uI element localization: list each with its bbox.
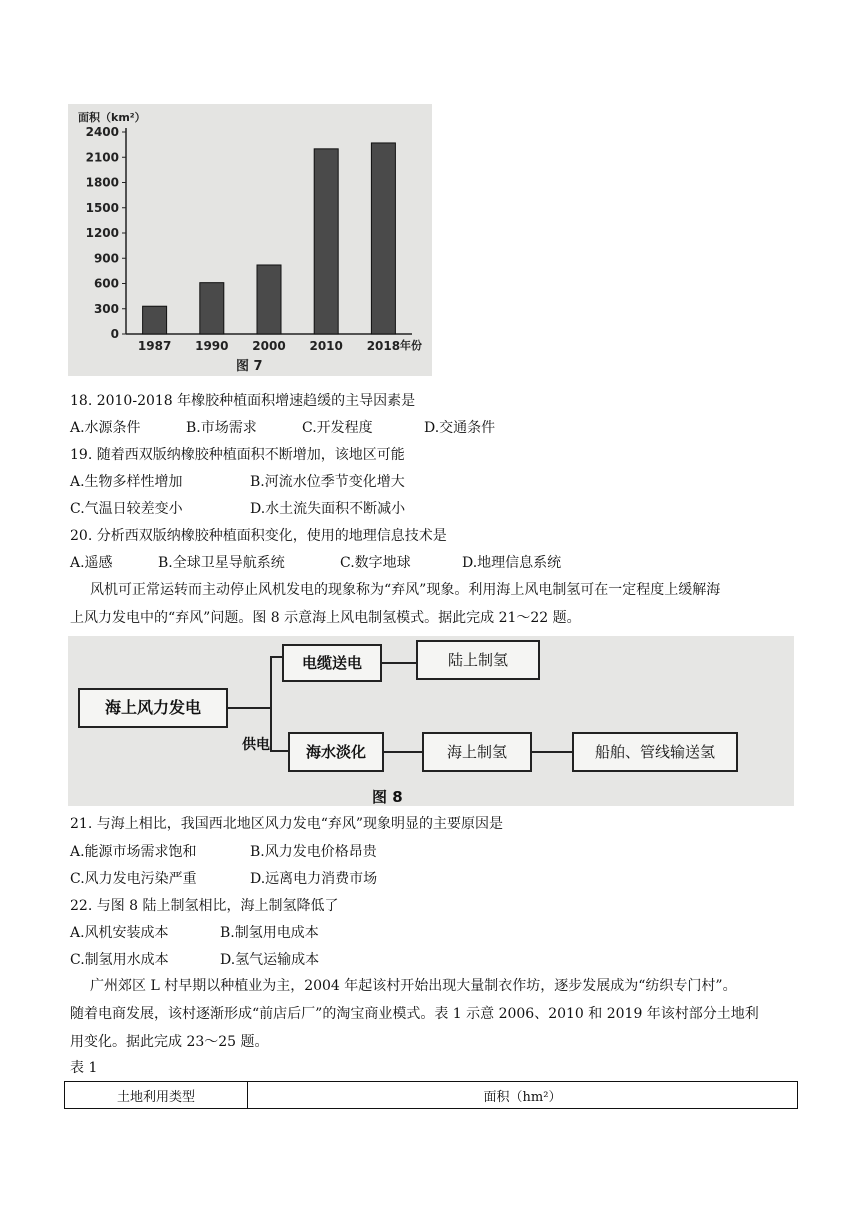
option-d: D.远离电力消费市场 [250,871,378,887]
supply-label: 供电 [242,737,270,753]
x-tick-label: 1990 [195,339,229,353]
node-offshore-hydrogen: 海上制氢 [422,732,532,772]
node-offshore-wind-power: 海上风力发电 [78,688,228,728]
y-tick-label: 2100 [85,150,119,165]
y-axis-label: 面积（km²） [78,111,146,124]
connector [270,656,272,752]
bar-2018 [371,143,395,334]
question-21-options-row1 [70,842,377,862]
option-b: B.河流水位季节变化增大 [250,474,405,490]
option-d: D.地理信息系统 [462,555,562,571]
option-a: A.风机安装成本 [70,925,169,941]
y-tick-label: 600 [93,276,119,291]
bar-1990 [200,283,224,334]
passage-line: 广州郊区 L 村早期以种植业为主，2004 年起该村开始出现大量制衣作坊，逐步发展成为“纺织专门村”。 [90,978,737,994]
x-axis-label: 年份 [400,339,422,352]
option-b: B.风力发电价格昂贵 [250,844,377,860]
connector [384,751,424,753]
y-tick-label: 1500 [85,200,119,215]
passage-line: 随着电商发展，该村逐渐形成“前店后厂”的淘宝商业模式。表 1 示意 2006、2010 和 2019 年该村部分土地利 [70,1006,759,1022]
land-use-table [64,1081,798,1109]
connector [270,750,290,752]
y-tick-label: 2400 [85,125,119,139]
option-c: C.开发程度 [302,420,373,436]
passage-line: 用变化。据此完成 23～25 题。 [70,1034,269,1050]
y-tick-label: 1800 [85,175,119,190]
question-19-options-row2 [70,499,405,519]
figure-caption: 图 7 [236,359,263,374]
bar-2010 [314,149,338,334]
figure-7 [68,104,432,376]
question-21-options-row2 [70,869,377,889]
rubber-area-bar-chart [68,104,432,376]
table-header-row [65,1082,798,1109]
passage-line: 上风力发电中的“弃风”问题。图 8 示意海上风电制氢模式。据此完成 21～22 题。 [70,610,581,626]
bar-2000 [257,265,281,334]
x-tick-label: 2018 [366,339,401,353]
option-c: C.气温日较差变小 [70,501,183,517]
question-19-options-row1 [70,472,405,492]
node-ship-pipeline-transport: 船舶、管线输送氢 [572,732,738,772]
x-tick-label: 2000 [252,339,286,353]
x-tick-label: 1987 [137,339,172,353]
question-20-stem: 20. 分析西双版纳橡胶种植面积变化，使用的地理信息技术是 [70,528,447,544]
passage-line: 风机可正常运转而主动停止风机发电的现象称为“弃风”现象。利用海上风电制氢可在一定程度上缓解海 [90,582,721,598]
question-18-options [70,418,495,438]
option-a: A.水源条件 [70,420,141,436]
x-tick-label: 2010 [309,339,343,353]
table-title: 表 1 [70,1060,98,1076]
option-a: A.能源市场需求饱和 [70,844,197,860]
option-d: D.氢气运输成本 [220,952,320,968]
connector [382,662,418,664]
y-tick-label: 0 [110,327,119,341]
option-c: C.风力发电污染严重 [70,871,197,887]
option-c: C.制氢用水成本 [70,952,169,968]
y-tick-label: 900 [93,251,119,266]
figure-8 [68,636,794,806]
option-a: A.生物多样性增加 [70,474,183,490]
connector [532,751,574,753]
node-desalination: 海水淡化 [288,732,384,772]
option-a: A.遥感 [70,555,113,571]
connector [228,707,272,709]
option-b: B.市场需求 [186,420,257,436]
question-20-options [70,553,561,573]
question-22-stem: 22. 与图 8 陆上制氢相比，海上制氢降低了 [70,898,339,914]
question-21-stem: 21. 与海上相比，我国西北地区风力发电“弃风”现象明显的主要原因是 [70,816,504,832]
y-tick-label: 300 [93,301,119,316]
passage-wind-hydrogen [70,576,796,632]
node-cable-transmission: 电缆送电 [282,644,382,682]
question-18-stem: 18. 2010-2018 年橡胶种植面积增速趋缓的主导因素是 [70,393,416,409]
option-c: C.数字地球 [340,555,411,571]
option-d: D.水土流失面积不断减小 [250,501,406,517]
passage-l-village [70,972,796,1056]
column-header-area: 面积（hm²） [248,1082,798,1109]
question-22-options-row2 [70,950,319,970]
option-b: B.制氢用电成本 [220,925,319,941]
y-tick-label: 1200 [85,226,119,240]
column-header-land-use: 土地利用类型 [65,1082,248,1109]
question-22-options-row1 [70,923,319,943]
option-b: B.全球卫星导航系统 [158,555,285,571]
node-onshore-hydrogen: 陆上制氢 [416,640,540,680]
question-19-stem: 19. 随着西双版纳橡胶种植面积不断增加，该地区可能 [70,447,405,463]
option-d: D.交通条件 [424,420,496,436]
bar-1987 [143,306,167,334]
figure-caption: 图 8 [372,788,403,806]
